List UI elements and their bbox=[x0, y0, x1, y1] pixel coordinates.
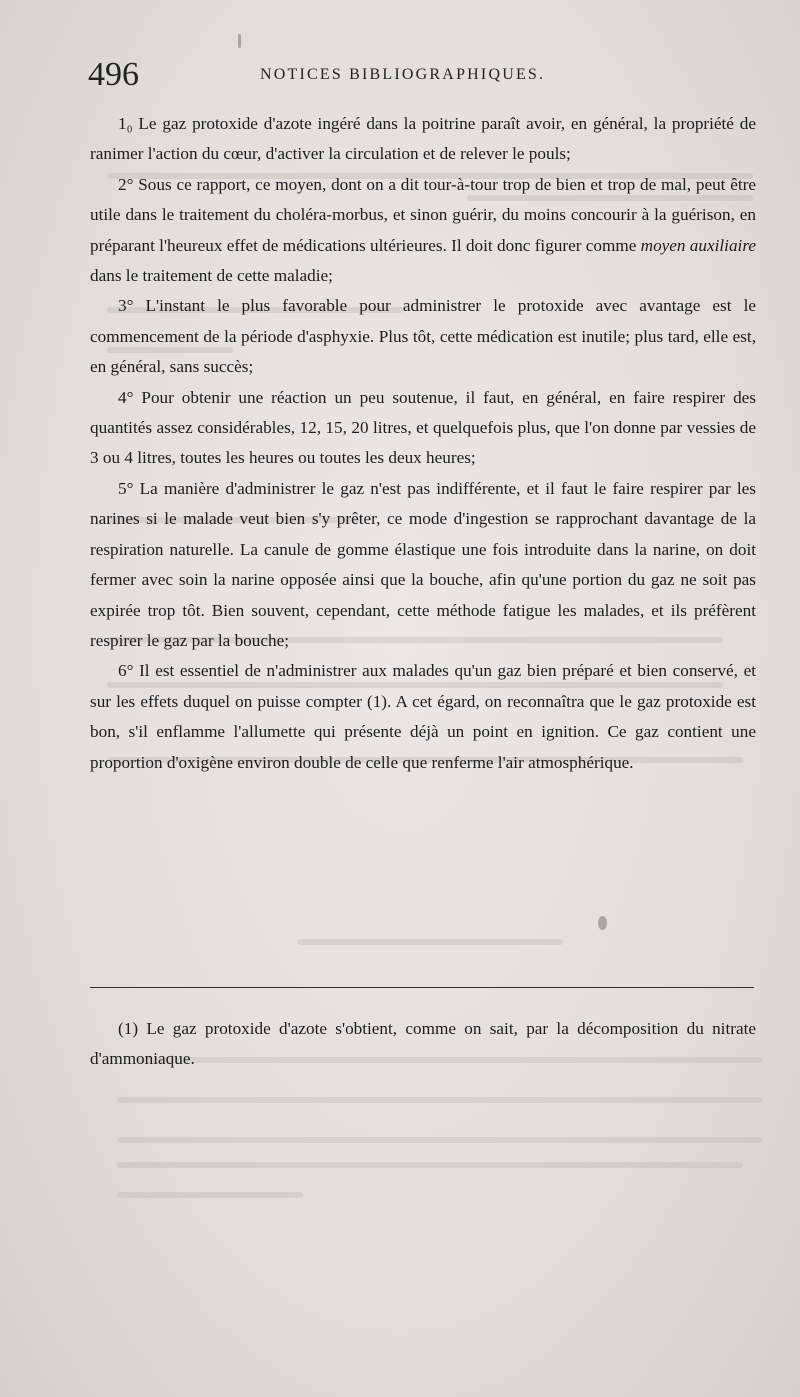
paragraph bbox=[90, 170, 756, 292]
paragraph-text: dans le traitement de cette maladie; bbox=[90, 266, 333, 286]
body-text bbox=[90, 109, 756, 778]
paragraph-text: 5° La manière d'administrer le gaz n'est pas indifférente, et il faut le faire respirer par les narines si le malade veut bien s'y prêter, ce mode d'ingestion se rapprochant davantage de la respiration naturelle. La canule de gomme élastique une fois introduite dans la narine, on doit fermer avec soin la narine opposée ainsi que la bouche, afin qu'une portion du gaz ne soit pas expirée trop tôt. Bien souvent, cependant, cette méthode fatigue les malades, et ils préfèrent respirer le gaz par la bouche; bbox=[90, 478, 756, 650]
italic-term: moyen auxiliaire bbox=[640, 235, 757, 255]
paragraph bbox=[90, 474, 756, 656]
paragraph-text: 4° Pour obtenir une réaction un peu soutenue, il faut, en général, en faire respirer des quantités assez considérables, 12, 15, 20 litres, et quelquefois plus, que l'on donne par vessies de 3 ou 4 litres, toutes les heures ou toutes les deux heures; bbox=[90, 387, 756, 468]
page-header bbox=[88, 56, 778, 96]
paragraph bbox=[90, 291, 756, 382]
ink-speck bbox=[598, 916, 607, 930]
paragraph bbox=[90, 656, 756, 778]
footnote-separator bbox=[90, 987, 754, 988]
paragraph-text: 6° Il est essentiel de n'administrer aux malades qu'un gaz bien préparé et bien conservé, et sur les effets duquel on puisse compter (1). A cet égard, on reconnaîtra que le gaz protoxide est bon, s'il enflamme l'allumette qui présente déjà un point en ignition. Ce gaz contient une proportion d'oxigène environ double de celle que renferme l'air atmosphérique. bbox=[90, 661, 756, 772]
paragraph bbox=[90, 383, 756, 474]
paragraph-text: 3° L'instant le plus favorable pour administrer le protoxide avec avantage est le commencement de la période d'asphyxie. Plus tôt, cette médication est inutile; plus tard, elle est, en général, sans succès; bbox=[90, 296, 756, 377]
paragraph bbox=[90, 109, 756, 170]
page-number: 496 bbox=[88, 56, 139, 93]
running-head: NOTICES BIBLIOGRAPHIQUES. bbox=[260, 66, 546, 83]
footnote-text: (1) Le gaz protoxide d'azote s'obtient, comme on sait, par la décomposition du nitrate d'ammoniaque. bbox=[90, 1019, 756, 1069]
paragraph-text: 2° Sous ce rapport, ce moyen, dont on a dit tour-à-tour trop de bien et trop de mal, peut être utile dans le traitement du choléra-morbus, et sinon guérir, du moins concourir à la guérison, en préparant l'heureux effet de médications ultérieures. Il doit donc figurer comme bbox=[90, 174, 756, 255]
ink-speck bbox=[238, 34, 241, 48]
footnote bbox=[90, 1014, 756, 1075]
paragraph-text: 1₀ Le gaz protoxide d'azote ingéré dans la poitrine paraît avoir, en général, la propriété de ranimer l'action du cœur, d'activer la circulation et de relever le pouls; bbox=[90, 114, 756, 164]
